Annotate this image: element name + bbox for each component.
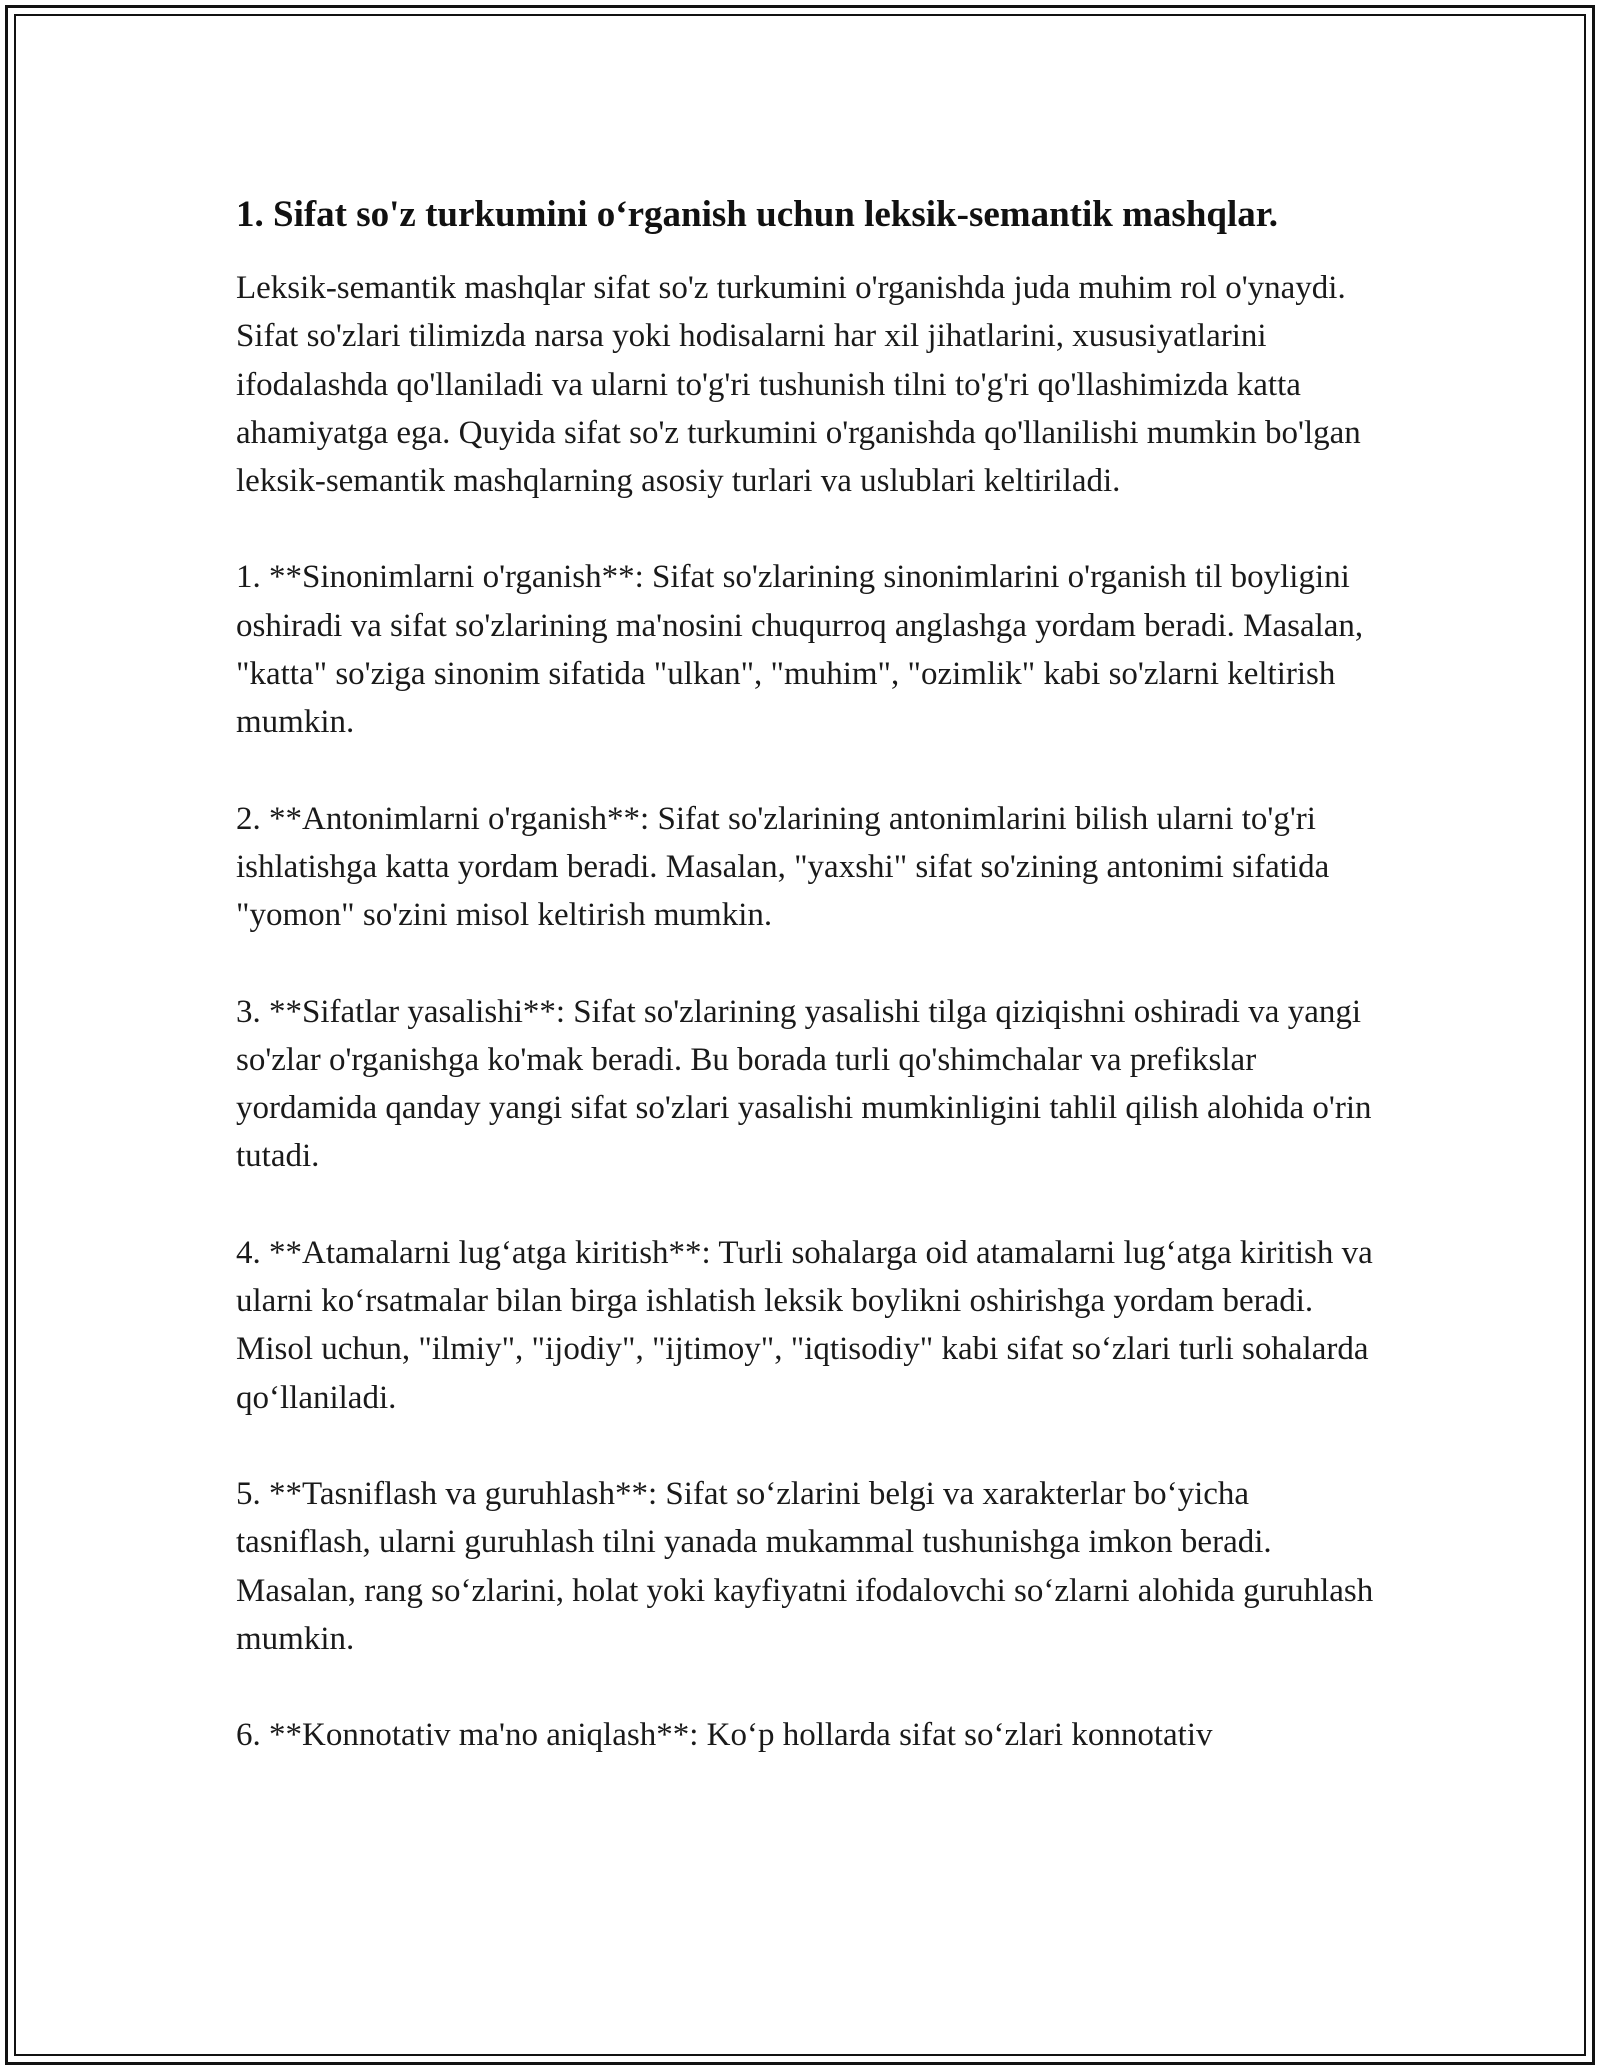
paragraph-formation: 3. **Sifatlar yasalishi**: Sifat so'zlarining yasalishi tilga qiziqishni oshiradi va yangi so'zlar o'rganishga ko'mak beradi. Bu borada turli qo'shimchalar va prefikslar yordamida qanday yangi sifat so'zlari yasalishi mumkinligini tahlil qilish alohida o'rin tutadi. (236, 993, 1372, 1175)
paragraph-synonyms: 1. **Sinonimlarni o'rganish**: Sifat so'zlarining sinonimlarini o'rganish til boyligini oshiradi va sifat so'zlarining ma'nosini chuqurroq anglashga yordam beradi. Masalan, "katta" so'ziga sinonim sifatida "ulkan", "muhim", "ozimlik" kabi so'zlarni keltirish mumkin. (236, 559, 1364, 741)
paragraph-classification: 5. **Tasniflash va guruhlash**: Sifat so‘zlarini belgi va xarakterlar bo‘yicha tasniflash, ularni guruhlash tilni yanada mukammal tushunishga imkon beradi. Masalan, rang so‘zlarini, holat yoki kayfiyatni ifodalovchi so‘zlarni alohida guruhlash mumkin. (236, 1475, 1374, 1657)
document-title: 1. Sifat so'z turkumini o‘rganish uchun leksik-semantik mashqlar. (236, 194, 1279, 235)
paragraph-antonyms: 2. **Antonimlarni o'rganish**: Sifat so'zlarining antonimlarini bilish ularni to'g'ri ishlatishga katta yordam beradi. Masalan, "yaxshi" sifat so'zining antonimi sifatida "yomon" so'zini misol keltirish mumkin. (236, 800, 1330, 934)
paragraph-terms: 4. **Atamalarni lug‘atga kiritish**: Turli sohalarga oid atamalarni lug‘atga kiritish va ularni ko‘rsatmalar bilan birga ishlatish leksik boylikni oshirishga yordam beradi. Misol uchun, "ilmiy", "ijodiy", "ijtimoy", "iqtisodiy" kabi sifat so‘zlari turli sohalarda qo‘llaniladi. (236, 1234, 1373, 1416)
paragraph-intro: Leksik-semantik mashqlar sifat so'z turkumini o'rganishda juda muhim rol o'ynaydi. Sifat so'zlari tilimizda narsa yoki hodisalarni har xil jihatlarini, xususiyatlarini ifodalashda qo'llaniladi va ularni to'g'ri tushunish tilni to'g'ri qo'llashimizda katta ahamiyatga ega. Quyida sifat so'z turkumini o'rganishda qo'llanilishi mumkin bo'lgan leksik-semantik mashqlarning asosiy turlari va uslublari keltiriladi. (236, 270, 1361, 500)
document-body (236, 188, 1376, 1807)
paragraph-connotation: 6. **Konnotativ ma'no aniqlash**: Ko‘p hollarda sifat so‘zlari konnotativ (236, 1717, 1213, 1754)
